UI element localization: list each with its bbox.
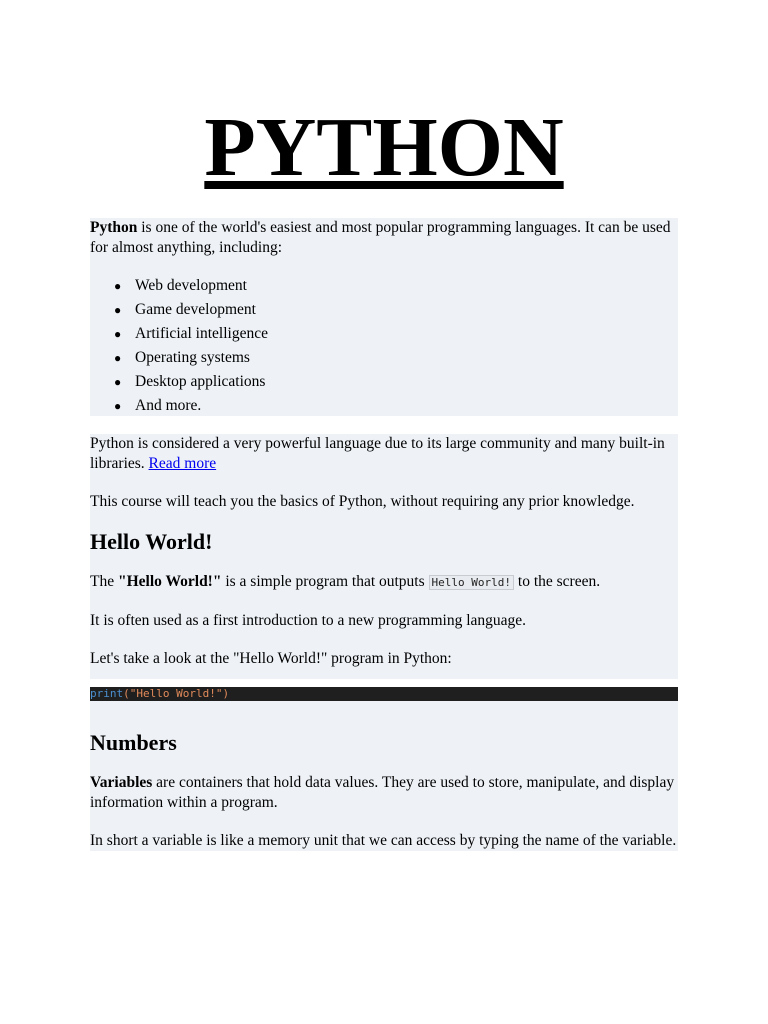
variables-bold: Variables [90,774,153,791]
hello-text-end: to the screen. [514,573,601,590]
code-string: ("Hello World!") [123,687,230,700]
list-item-label: Operating systems [135,349,250,366]
list-item [90,300,268,324]
spacer [90,813,678,831]
spacer [90,474,678,492]
spacer [90,512,678,528]
list-item [90,348,268,372]
spacer [90,757,678,773]
uses-list [90,276,268,420]
spacer [90,669,678,679]
list-item-label: Desktop applications [135,373,266,390]
list-item [90,372,268,396]
spacer [90,701,678,729]
list-item [90,396,268,420]
code-block [90,687,678,701]
intro-text: is one of the world's easiest and most popular programming languages. It can be used for almost anything, including: [90,219,671,256]
page-title-text: PYTHON [204,101,564,194]
inline-code: Hello World! [429,575,514,590]
page-title [0,102,768,194]
spacer [90,593,678,611]
spacer [90,679,678,687]
powerful-paragraph [90,434,678,474]
list-item-label: Artificial intelligence [135,325,268,342]
intro-bold: Python [90,219,138,236]
intro-language-paragraph: It is often used as a first introduction to a new programming language. [90,612,527,629]
lets-look-paragraph: Let's take a look at the "Hello World!" program in Python: [90,650,452,667]
bullet-icon: ● [114,279,122,293]
hello-text-start: The [90,573,118,590]
variables-text: are containers that hold data values. They are used to store, manipulate, and display information within a program. [90,774,675,811]
bullet-icon: ● [114,327,122,341]
list-item-label: Web development [135,277,247,294]
intro-block [90,218,678,416]
powerful-block [90,434,678,679]
bullet-icon: ● [114,351,122,365]
list-item-label: Game development [135,301,256,318]
bullet-icon: ● [114,303,122,317]
numbers-block [90,701,678,851]
intro-paragraph [90,218,678,258]
spacer [90,631,678,649]
list-item [90,324,268,348]
spacer [90,556,678,572]
code-keyword: print [90,687,124,700]
course-paragraph: This course will teach you the basics of Python, without requiring any prior knowledge. [90,493,635,510]
powerful-text: Python is considered a very powerful language due to its large community and many built-in libraries. [90,435,665,472]
hello-text-mid: is a simple program that outputs [221,573,429,590]
hello-paragraph [90,572,678,593]
memory-paragraph: In short a variable is like a memory unit that we can access by typing the name of the variable. [90,832,677,849]
list-item [90,276,268,300]
document-content [90,218,678,851]
numbers-heading: Numbers [90,730,177,755]
read-more-link[interactable]: Read more [148,455,217,472]
hello-bold: "Hello World!" [117,573,222,590]
hello-heading: Hello World! [90,529,213,554]
list-item-label: And more. [135,397,202,414]
variables-paragraph [90,773,678,813]
bullet-icon: ● [114,399,122,413]
bullet-icon: ● [114,375,122,389]
